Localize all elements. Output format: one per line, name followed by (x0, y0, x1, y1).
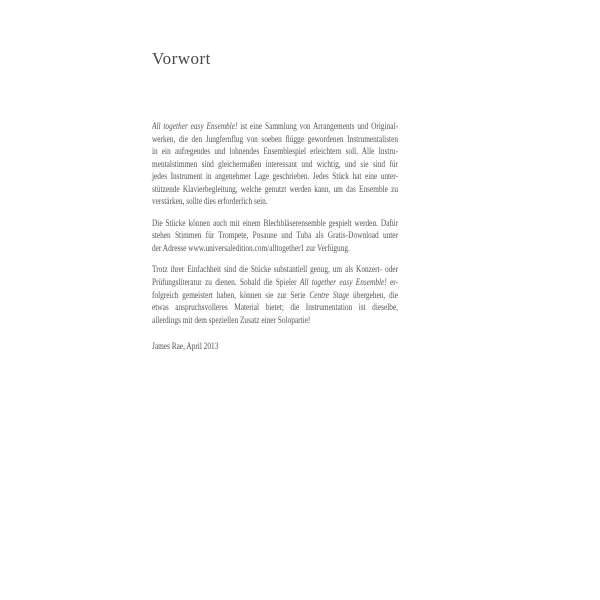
text-run: mentalstimmen sind gleichermaßen interessant und wichtig, und sie sind für (152, 159, 399, 170)
text-run: folgreich gemeistert haben, können sie zur Serie (152, 290, 310, 301)
text-line (152, 302, 398, 315)
text-line (152, 243, 398, 256)
text-run: werken, die den Jungfernflug von soeben flügge gewordenen Instrumentalisten (152, 134, 399, 145)
text-run: Die Stücke können auch mit einem Blechbläserensemble gespielt werden. Dafür (152, 218, 399, 229)
page-title: Vorwort (152, 49, 211, 68)
text-line (152, 290, 398, 303)
text-run: er- (386, 278, 399, 289)
paragraphs-container (152, 121, 398, 327)
text-line (152, 277, 398, 290)
preface-text (152, 121, 398, 354)
text-run: in ein aufregendes und lohnendes Ensemblespiel erleichtern soll. Alle Instru- (152, 147, 399, 158)
italic-text-run: All together easy Ensemble! (152, 122, 238, 132)
text-line (152, 171, 398, 184)
text-line (152, 159, 398, 172)
signature: James Rae, April 2013 (152, 342, 219, 353)
text-run: Prüfungsliteratur zu dienen. Sobald die Spieler (152, 278, 300, 289)
text-line (152, 230, 398, 243)
paragraph (152, 121, 398, 209)
text-line (152, 196, 398, 209)
text-run: verstärken, sollte dies erforderlich sein. (152, 197, 268, 208)
text-run: allerdings mit dem speziellen Zusatz einer Solopartie! (152, 315, 311, 326)
text-line (152, 315, 398, 328)
text-line (152, 184, 398, 197)
text-line (152, 218, 398, 231)
text-run: stehen Stimmen für Trompete, Posaune und Tuba als Gratis-Download unter (152, 231, 399, 242)
text-run: übergehen, die (349, 290, 399, 301)
italic-text-run: All together easy Ensemble! (299, 278, 387, 289)
text-line (152, 146, 398, 159)
text-run: ist eine Sammlung von Arrangements und Original- (237, 122, 399, 132)
italic-text-run: Centre Stage (309, 290, 350, 301)
text-run: Trotz ihrer Einfachheit sind die Stücke substantiell genug, um als Konzert- oder (152, 265, 399, 276)
text-run: der Adresse www.universaledition.com/alltogether1 zur Verfügung. (152, 243, 350, 254)
text-run: jedes Instrument in angenehmer Lage geschrieben. Jedes Stück hat eine unter- (152, 172, 399, 183)
text-line (152, 264, 398, 277)
text-run: stützende Klavierbegleitung, welche genutzt werden kann, um das Ensemble zu (152, 184, 399, 195)
text-run: etwas anspruchsvolleres Material bietet; die Instrumentation ist dieselbe, (152, 303, 399, 314)
paragraph (152, 218, 398, 256)
paragraph (152, 264, 398, 327)
text-line (152, 121, 398, 134)
text-line (152, 134, 398, 147)
